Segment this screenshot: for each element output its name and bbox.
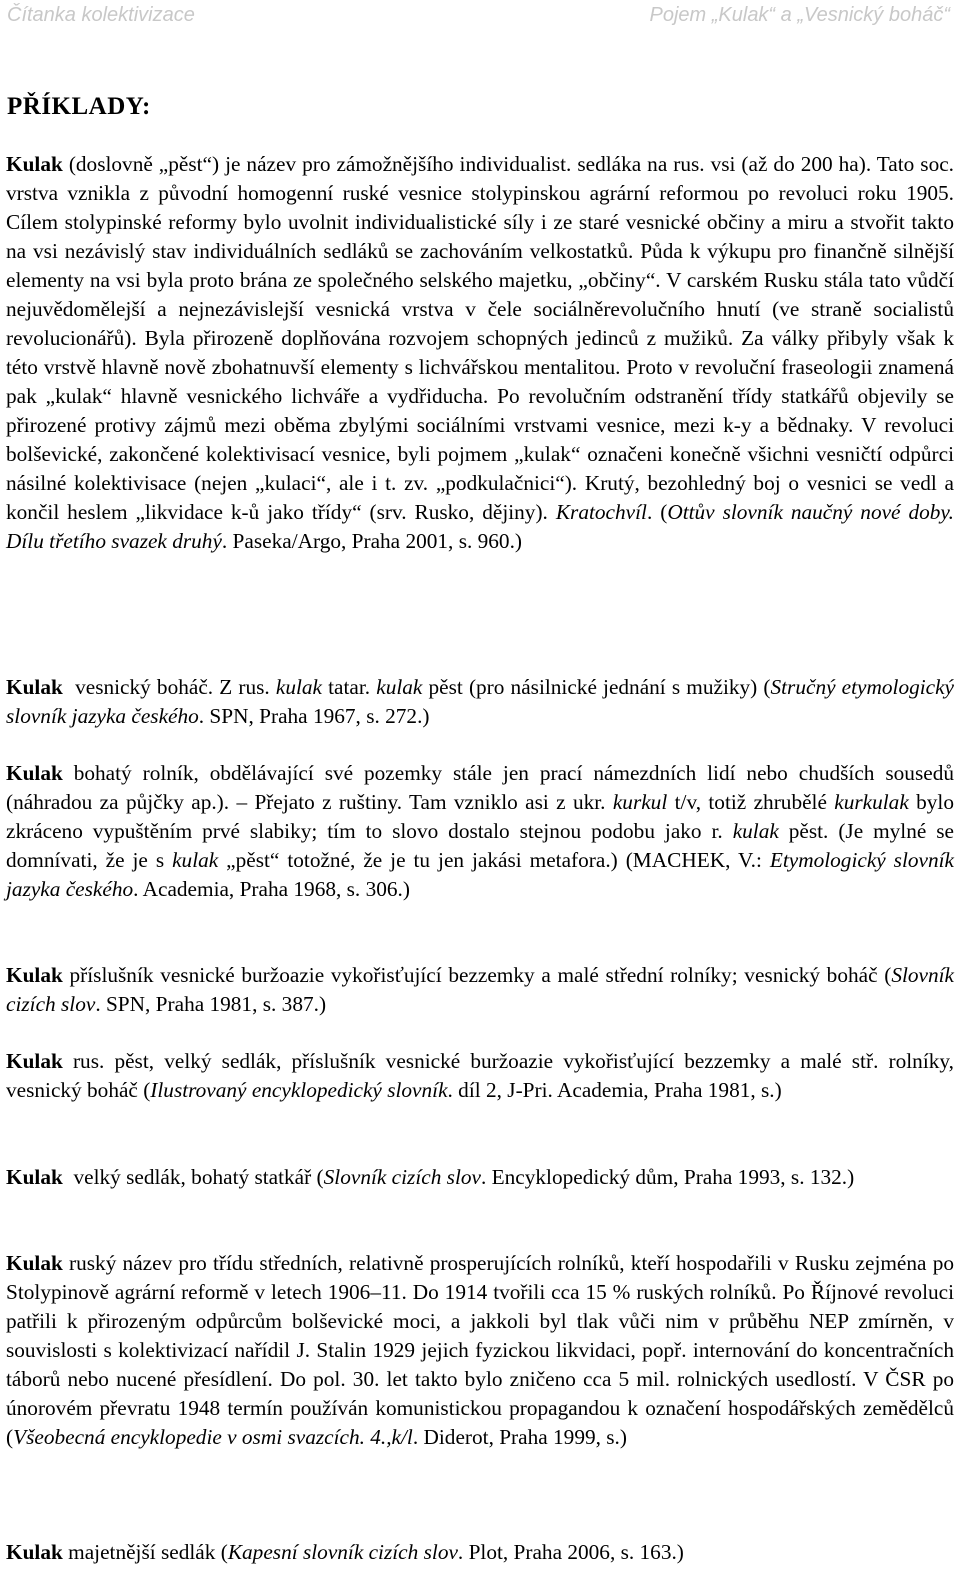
source-title: Ilustrovaný encyklopedický slovník [150, 1078, 448, 1102]
source-title: Etymologický slovník jazyka českého [6, 848, 955, 901]
entry-2: Kulak vesnický boháč. Z rus. kulak tatar. kulak pěst (pro násilnické jednání s mužiky) (Stručný etymologický slovník jazyka českého. SPN, Praha 1967, s. 272.) [6, 675, 955, 728]
entry-term: Kulak [6, 1165, 63, 1189]
source-title: Slovník cizích slov [323, 1165, 481, 1189]
source-title: Stručný etymologický slovník jazyka českého [6, 675, 955, 728]
entry-term: Kulak [6, 1540, 63, 1564]
entry-8: Kulak majetnější sedlák (Kapesní slovník cizích slov. Plot, Praha 2006, s. 163.) [6, 1540, 684, 1564]
source-title: Slovník cizích slov [6, 963, 954, 1016]
entry-term: Kulak [6, 761, 63, 785]
entry-6: Kulak velký sedlák, bohatý statkář (Slovník cizích slov. Encyklopedický dům, Praha 1993, s. 132.) [6, 1165, 855, 1189]
entry-term: Kulak [6, 1251, 63, 1275]
source-author: Kratochvíl [555, 500, 647, 524]
source-title: Všeobecná encyklopedie v osmi svazcích. 4.,k/l [13, 1425, 413, 1449]
source-title: Kapesní slovník cizích slov [227, 1540, 458, 1564]
entry-3: Kulak bohatý rolník, obdělávající své pozemky stále jen prací námezdních lidí nebo chudších sousedů (náhradou za půjčky ap.). – Přejato z ruštiny. Tam vzniklo asi z ukr. kurkul t/v, totiž zhrubělé kurkulak bylo zkráceno vypuštěním prvé slabiky; tím to slovo dostalo stejnou podobu jako r. kulak pěst. (Je mylné se domnívati, že je s kulak „pěst“ totožné, že je tu jen jakási metafora.) (MACHEK, V.: Etymologický slovník jazyka českého. Academia, Praha 1968, s. 306.) [6, 761, 955, 901]
entry-term: Kulak [6, 1049, 63, 1073]
header-right: Pojem „Kulak“ a „Vesnický boháč“ [649, 4, 950, 26]
entry-7: Kulak ruský název pro třídu středních, relativně prosperujících rolníků, kteří hospodařili v Rusku zejména po Stolypinově agrární reformě v letech 1906–11. Do 1914 tvořili cca 15 % ruských rolníků. Po Říjnové revoluci patřili k přirozeným odpůrcům bolševické moci, a jakkoli byl tlak vůči nim v průběhu NEP zmírněn, v souvislosti s kolektivizací nařídil J. Stalin 1929 jejich fyzickou likvidaci, popř. internování do koncentračních táborů nebo nucené přesídlení. Do pol. 30. let takto bylo zničeno cca 5 mil. rolnických usedlostí. V ČSR po únorovém převratu 1948 termín používán komunistickou propagandou k označení hospodářských zemědělců (Všeobecná encyklopedie v osmi svazcích. 4.,k/l. Diderot, Praha 1999, s.) [6, 1251, 954, 1449]
header-left: Čítanka kolektivizace [7, 4, 195, 26]
entry-term: Kulak [6, 675, 63, 699]
entry-term: Kulak [6, 152, 63, 176]
entry-1: Kulak (doslovně „pěst“) je název pro zámožnějšího individualist. sedláka na rus. vsi (až do 200 ha). Tato soc. vrstva vznikla z původní homogenní ruské vesnice stolypinskou agrární reformou po revoluci roku 1905. Cílem stolypinské reformy bylo uvolnit individualistické síly i ze staré vesnické občiny a miru a stvořit takto na vsi nezávislý stav individuálních sedláků se zachováním velkostatků. Půda k výkupu pro finančně silnější elementy na vsi byla proto brána ze společného selského majetku, „občiny“. V carském Rusku stála tato vůdčí nejuvědomělejší a nejnezávislejší vesnická vrstva v čele sociálněrevolučního hnutí (ve straně socialistů revolucionářů). Byla přirozeně doplňována rozvojem schopných jedinců z mužiků. Za války přibyly však k této vrstvě hlavně nově zbohatnuvší elementy s lichvářskou mentalitou. Proto v revoluční fraseologii znamená pak „kulak“ hlavně vesnického lichváře a vydřiducha. Po revolučním odstranění třídy statkářů objevily se přirozené protivy zájmů mezi oběma zbylými sociálními vrstvami vesnice, mezi k-y a bědnaky. V revoluci bolševické, zakončené kolektivisací vesnice, byli pojmem „kulak“ označeni konečně všichni vesničtí odpůrci násilné kolektivisace (nejen „kulaci“, ale i t. zv. „podkulačnici“). Krutý, bezohledný boj o vesnici se vedl a končil heslem „likvidace k-ů jako třídy“ (srv. Rusko, dějiny). Kratochvíl. (Ottův slovník naučný nové doby. Dílu třetího svazek druhý. Paseka/Argo, Praha 2001, s. 960.) [6, 152, 955, 553]
entry-term: Kulak [6, 963, 63, 987]
source-title: Ottův slovník naučný nové doby. Dílu třetího svazek druhý [6, 500, 955, 553]
entry-5: Kulak rus. pěst, velký sedlák, příslušník vesnické buržoazie vykořisťující bezzemky a malé stř. rolníky, vesnický boháč (Ilustrovaný encyklopedický slovník. díl 2, J-Pri. Academia, Praha 1981, s.) [6, 1049, 954, 1102]
entry-4: Kulak příslušník vesnické buržoazie vykořisťující bezzemky a malé střední rolníky; vesnický boháč (Slovník cizích slov. SPN, Praha 1981, s. 387.) [6, 963, 954, 1016]
page-heading: PŘÍKLADY: [7, 93, 151, 120]
